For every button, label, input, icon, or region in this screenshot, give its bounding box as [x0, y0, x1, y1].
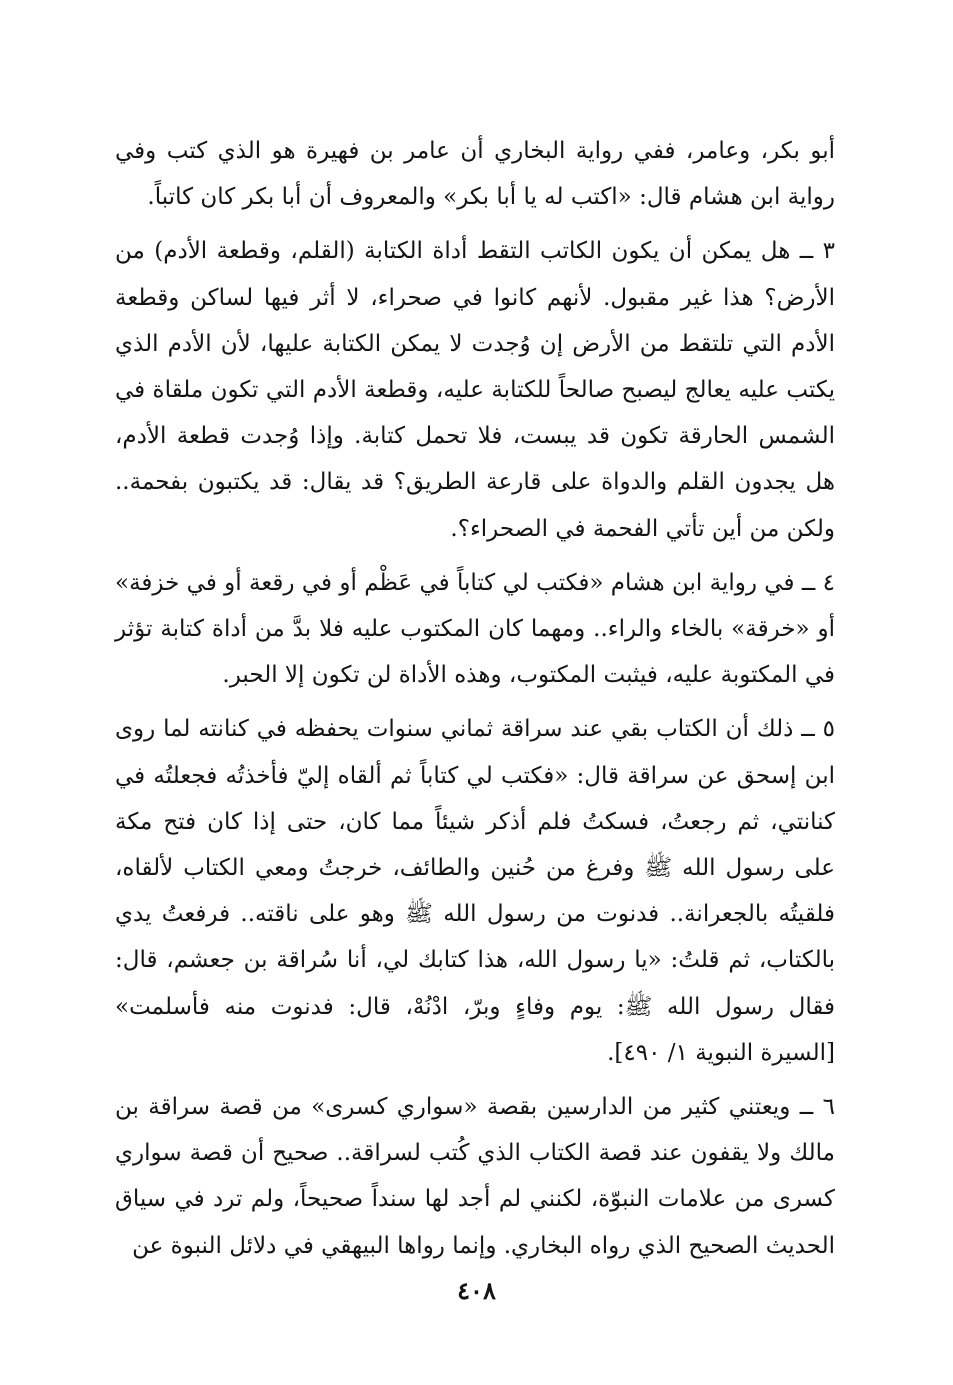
page-number: ٤٠٨: [457, 1276, 496, 1305]
paragraph-2: ٣ ــ هل يمكن أن يكون الكاتب التقط أداة الكتابة (القلم، وقطعة الأدم) من الأرض؟ هذا غير مقبول. لأنهم كانوا في صحراء، لا أثر فيها لساكن وقطعة الأدم التي تلتقط من الأرض إن وُجدت لا يمكن الكتابة عليها، لأن الأدم الذي يكتب عليه يعالج ليصبح صالحاً للكتابة عليه، وقطعة الأدم التي تكون ملقاة في الشمس الحارقة تكون قد يبست، فلا تحمل كتابة. وإذا وُجدت قطعة الأدم، هل يجدون القلم والدواة على قارعة الطريق؟ قد يقال: قد يكتبون بفحمة.. ولكن من أين تأتي الفحمة في الصحراء؟.: [115, 238, 835, 542]
paragraph-4: ٥ ــ ذلك أن الكتاب بقي عند سراقة ثماني سنوات يحفظه في كنانته لما روى ابن إسحق عن سراقة قال: «فكتب لي كتاباً ثم ألقاه إليّ فأخذتُه فجعلتُه في كنانتي، ثم رجعتُ، فسكتُ فلم أذكر شيئاً مما كان، حتى إذا كان فتح مكة على رسول الله ﷺ وفرغ من حُنين والطائف، خرجتُ ومعي الكتاب لألقاه، فلقيتُه بالجعرانة.. فدنوت من رسول الله ﷺ وهو على ناقته.. فرفعتُ يدي بالكتاب، ثم قلتُ: «يا رسول الله، هذا كتابك لي، أنا سُراقة بن جعشم، قال: فقال رسول الله ﷺ: يوم وفاءٍ وبرّ، ادْنُهْ، قال: فدنوت منه فأسلمت» [السيرة النبوية ١/ ٤٩٠].: [115, 716, 835, 1066]
body-text: [115, 128, 835, 1269]
paragraph-1: أبو بكر، وعامر، ففي رواية البخاري أن عامر بن فهيرة هو الذي كتب وفي رواية ابن هشام قال: «اكتب له يا أبا بكر» والمعروف أن أبا بكر كان كاتباً.: [115, 138, 835, 211]
paragraph-3: ٤ ــ في رواية ابن هشام «فكتب لي كتاباً في عَظْم أو في رقعة أو في خزفة» أو «خرقة» بالخاء والراء.. ومهما كان المكتوب عليه فلا بدَّ من أداة كتابة تؤثر في المكتوبة عليه، فيثبت المكتوب، وهذه الأداة لن تكون إلا الحبر.: [115, 569, 835, 689]
paragraph-5: ٦ ــ ويعتني كثير من الدارسين بقصة «سواري كسرى» من قصة سراقة بن مالك ولا يقفون عند قصة الكتاب الذي كُتب لسراقة.. صحيح أن قصة سواري كسرى من علامات النبوّة، لكنني لم أجد لها سنداً صحيحاً، ولم ترد في سياق الحديث الصحيح الذي رواه البخاري. وإنما رواها البيهقي في دلائل النبوة عن: [115, 1094, 835, 1259]
